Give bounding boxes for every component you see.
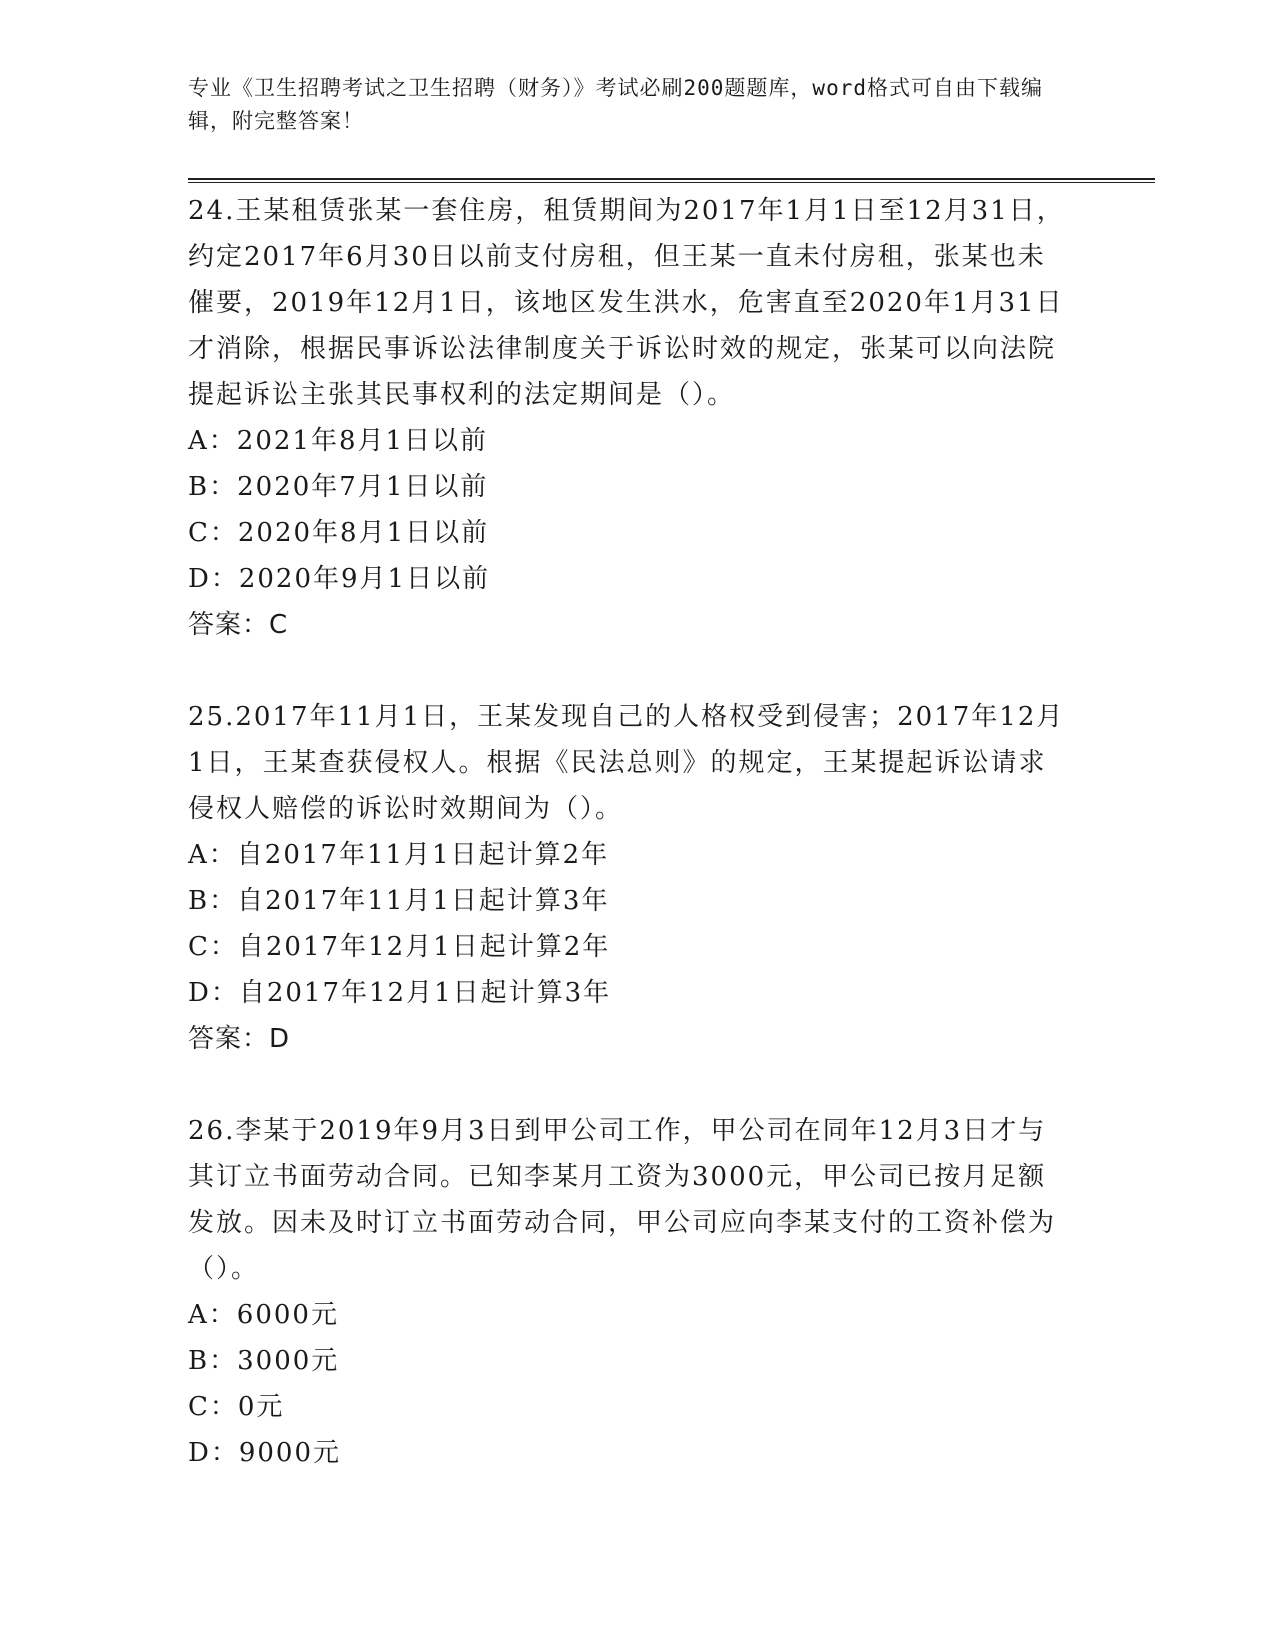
option-a: A：自2017年11月1日起计算2年: [188, 840, 610, 870]
question-25: [188, 694, 1068, 1062]
header-rule-thick: [188, 178, 1155, 180]
option-d: D：自2017年12月1日起计算3年: [188, 978, 612, 1008]
option-c: C：0元: [188, 1392, 285, 1422]
question-spacer: [188, 1062, 1068, 1108]
question-24: [188, 188, 1068, 648]
option-d: D：9000元: [188, 1438, 342, 1468]
header-rule-thin: [188, 182, 1155, 183]
option-c: C：2020年8月1日以前: [188, 518, 490, 548]
document-header: 专业《卫生招聘考试之卫生招聘（财务）》考试必刷200题题库，word格式可自由下载编辑，附完整答案！: [188, 76, 1043, 133]
question-stem: 25.2017年11月1日，王某发现自己的人格权受到侵害；2017年12月1日，王某查获侵权人。根据《民法总则》的规定，王某提起诉讼请求侵权人赔偿的诉讼时效期间为（）。: [188, 702, 1065, 824]
question-spacer: [188, 648, 1068, 694]
option-b: B：自2017年11月1日起计算3年: [188, 886, 610, 916]
option-b: B：2020年7月1日以前: [188, 472, 489, 502]
answer-line: 答案：D: [188, 1024, 291, 1054]
question-stem: 24.王某租赁张某一套住房，租赁期间为2017年1月1日至12月31日，约定2017年6月30日以前支付房租，但王某一直未付房租，张某也未催要，2019年12月1日，该地区发生洪水，危害直至2020年1月31日才消除，根据民事诉讼法律制度关于诉讼时效的规定，张某可以向法院提起诉讼主张其民事权利的法定期间是（）。: [188, 196, 1065, 410]
option-b: B：3000元: [188, 1346, 340, 1376]
answer-line: 答案：C: [188, 610, 289, 640]
option-d: D：2020年9月1日以前: [188, 564, 491, 594]
option-c: C：自2017年12月1日起计算2年: [188, 932, 611, 962]
question-26: [188, 1108, 1068, 1476]
option-a: A：2021年8月1日以前: [188, 426, 489, 456]
question-list: [188, 188, 1068, 1476]
option-a: A：6000元: [188, 1300, 339, 1330]
question-stem: 26.李某于2019年9月3日到甲公司工作，甲公司在同年12月3日才与其订立书面劳动合同。已知李某月工资为3000元，甲公司已按月足额发放。因未及时订立书面劳动合同，甲公司应向李某支付的工资补偿为（）。: [188, 1116, 1057, 1284]
